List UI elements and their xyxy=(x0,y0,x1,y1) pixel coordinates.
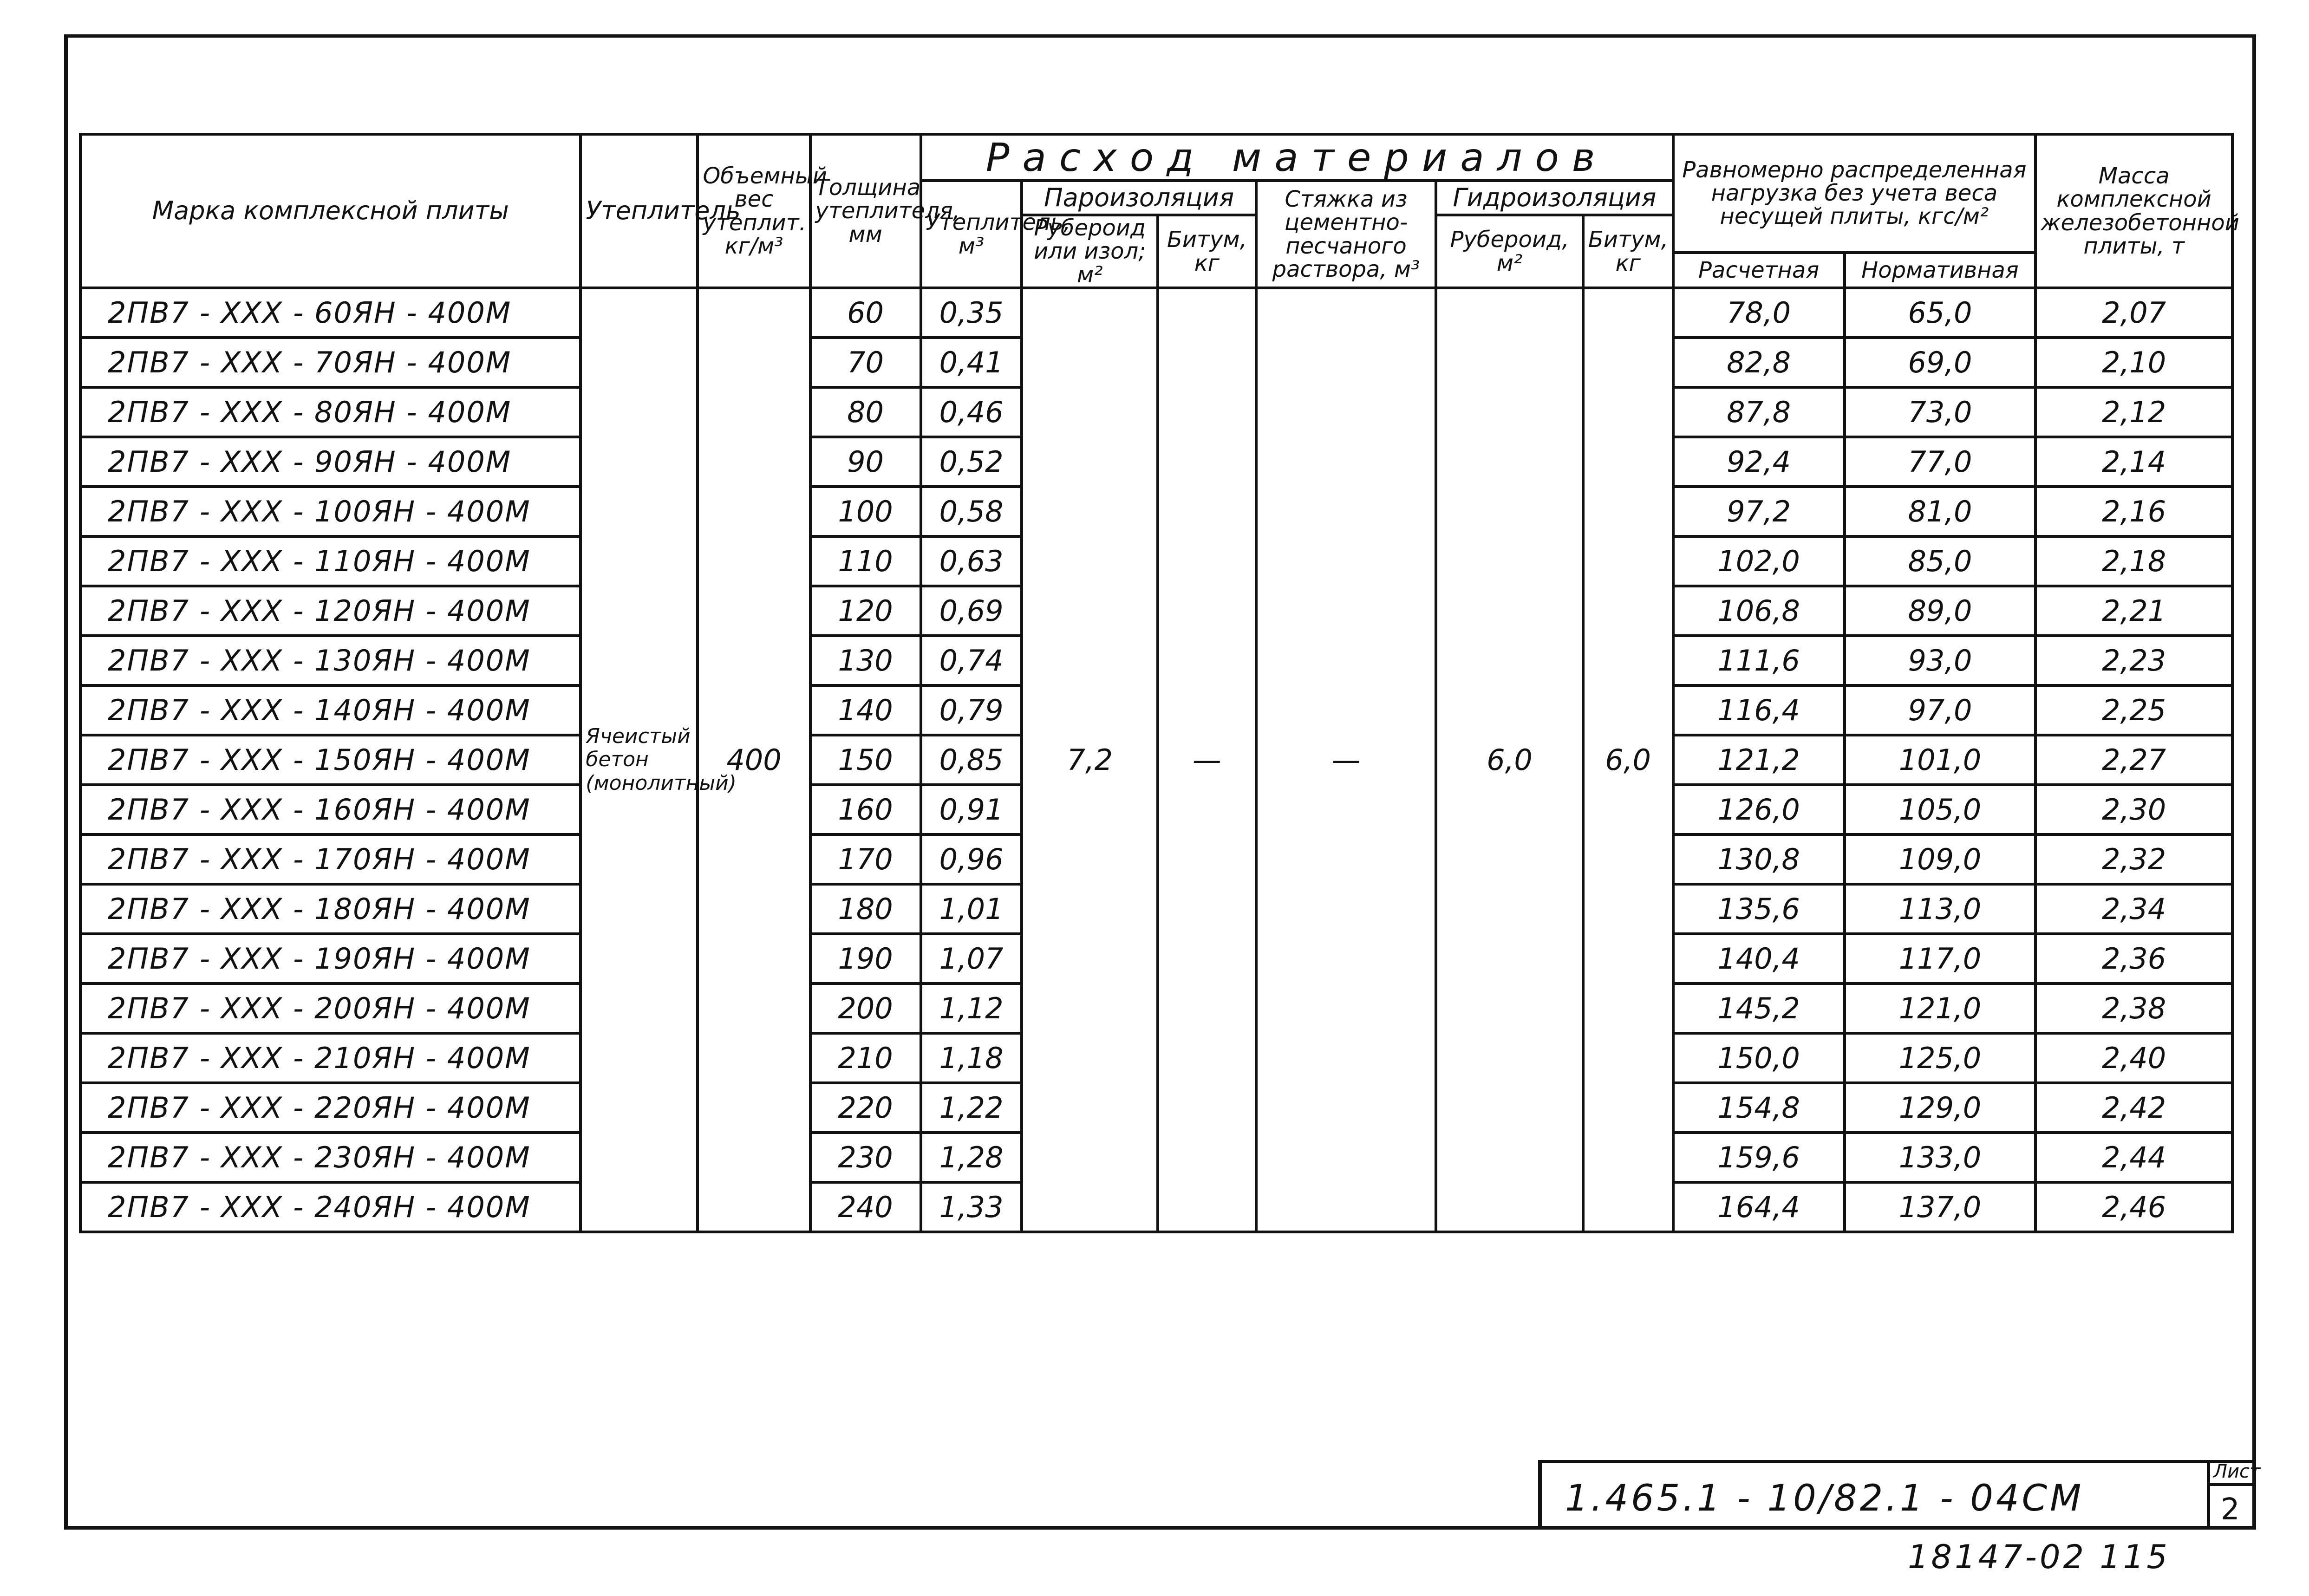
cell-load-design: 116,4 xyxy=(1673,685,1845,735)
cell-load-normative: 81,0 xyxy=(1845,487,2036,536)
cell-insul-volume: 1,22 xyxy=(921,1083,1022,1133)
cell-load-design: 78,0 xyxy=(1673,288,1845,338)
cell-thickness: 120 xyxy=(810,586,921,636)
cell-thickness: 220 xyxy=(810,1083,921,1133)
cell-insul-volume: 0,79 xyxy=(921,685,1022,735)
cell-thickness: 130 xyxy=(810,636,921,685)
header-thickness: Толщина утеплителя, мм xyxy=(810,134,921,288)
cell-insul-volume: 0,41 xyxy=(921,338,1022,387)
cell-insul-volume: 0,96 xyxy=(921,834,1022,884)
header-screed: Стяжка из цементно-песчаного раствора, м³ xyxy=(1256,181,1436,288)
cell-thickness: 70 xyxy=(810,338,921,387)
cell-thickness: 230 xyxy=(810,1133,921,1182)
cell-load-normative: 101,0 xyxy=(1845,735,2036,785)
cell-mark: 2ПВ7 - ХХХ - 210ЯН - 400М xyxy=(80,1033,581,1083)
cell-thickness: 90 xyxy=(810,437,921,487)
cell-load-design: 164,4 xyxy=(1673,1182,1845,1232)
cell-load-design: 154,8 xyxy=(1673,1083,1845,1133)
cell-load-normative: 121,0 xyxy=(1845,984,2036,1033)
cell-mass: 2,38 xyxy=(2035,984,2232,1033)
header-consumption: Расход материалов xyxy=(921,134,1673,181)
header-vapor-barrier: Пароизоляция xyxy=(1022,181,1256,215)
cell-mark: 2ПВ7 - ХХХ - 180ЯН - 400М xyxy=(80,884,581,934)
cell-insul-volume: 0,74 xyxy=(921,636,1022,685)
cell-mark: 2ПВ7 - ХХХ - 160ЯН - 400М xyxy=(80,785,581,834)
cell-mass: 2,12 xyxy=(2035,387,2232,437)
header-mass: Масса комплексной железобетонной плиты, т xyxy=(2035,134,2232,288)
header-load: Равномерно распределенная нагрузка без учета веса несущей плиты, кгс/м² xyxy=(1673,134,2036,253)
cell-mark: 2ПВ7 - ХХХ - 200ЯН - 400М xyxy=(80,984,581,1033)
cell-load-design: 159,6 xyxy=(1673,1133,1845,1182)
cell-wp-bitumen: 6,0 xyxy=(1583,288,1673,1232)
cell-load-normative: 93,0 xyxy=(1845,636,2036,685)
cell-load-normative: 69,0 xyxy=(1845,338,2036,387)
cell-load-design: 82,8 xyxy=(1673,338,1845,387)
table-header xyxy=(80,134,2239,288)
cell-mark: 2ПВ7 - ХХХ - 90ЯН - 400М xyxy=(80,437,581,487)
cell-vb-bitumen: — xyxy=(1158,288,1256,1232)
cell-thickness: 160 xyxy=(810,785,921,834)
cell-load-design: 130,8 xyxy=(1673,834,1845,884)
cell-load-normative: 117,0 xyxy=(1845,934,2036,984)
cell-mark: 2ПВ7 - ХХХ - 190ЯН - 400М xyxy=(80,934,581,984)
cell-mark: 2ПВ7 - ХХХ - 220ЯН - 400М xyxy=(80,1083,581,1133)
cell-thickness: 140 xyxy=(810,685,921,735)
cell-thickness: 190 xyxy=(810,934,921,984)
cell-mass: 2,36 xyxy=(2035,934,2232,984)
cell-insul-volume: 0,91 xyxy=(921,785,1022,834)
cell-thickness: 210 xyxy=(810,1033,921,1083)
cell-screed: — xyxy=(1256,288,1436,1232)
cell-mass: 2,21 xyxy=(2035,586,2232,636)
cell-load-normative: 73,0 xyxy=(1845,387,2036,437)
sheet-label: Лист xyxy=(2213,1461,2261,1482)
cell-mass: 2,27 xyxy=(2035,735,2232,785)
header-vb-bitumen: Битум, кг xyxy=(1158,215,1256,288)
cell-thickness: 200 xyxy=(810,984,921,1033)
cell-mark: 2ПВ7 - ХХХ - 120ЯН - 400М xyxy=(80,586,581,636)
cell-mass: 2,40 xyxy=(2035,1033,2232,1083)
cell-insul-volume: 1,12 xyxy=(921,984,1022,1033)
cell-mass: 2,44 xyxy=(2035,1133,2232,1182)
cell-load-normative: 133,0 xyxy=(1845,1133,2036,1182)
cell-load-design: 135,6 xyxy=(1673,884,1845,934)
sheet-number: 2 xyxy=(2221,1492,2240,1527)
cell-load-design: 106,8 xyxy=(1673,586,1845,636)
header-load-design: Расчетная xyxy=(1673,253,1845,288)
header-mark: Марка комплексной плиты xyxy=(80,134,581,288)
cell-thickness: 180 xyxy=(810,884,921,934)
cell-mark: 2ПВ7 - ХХХ - 170ЯН - 400М xyxy=(80,834,581,884)
cell-mass: 2,25 xyxy=(2035,685,2232,735)
cell-insul-volume: 0,52 xyxy=(921,437,1022,487)
cell-wp-ruberoid: 6,0 xyxy=(1436,288,1583,1232)
cell-insul-volume: 1,28 xyxy=(921,1133,1022,1182)
cell-mass: 2,42 xyxy=(2035,1083,2232,1133)
cell-load-normative: 65,0 xyxy=(1845,288,2036,338)
header-load-normative: Нормативная xyxy=(1845,253,2036,288)
cell-mark: 2ПВ7 - ХХХ - 80ЯН - 400М xyxy=(80,387,581,437)
cell-mark: 2ПВ7 - ХХХ - 100ЯН - 400М xyxy=(80,487,581,536)
cell-insul-volume: 0,35 xyxy=(921,288,1022,338)
header-wp-ruberoid: Рубероид, м² xyxy=(1436,215,1583,288)
cell-mark: 2ПВ7 - ХХХ - 240ЯН - 400М xyxy=(80,1182,581,1232)
cell-insul-volume: 0,58 xyxy=(921,487,1022,536)
cell-thickness: 80 xyxy=(810,387,921,437)
cell-vb-ruberoid: 7,2 xyxy=(1022,288,1158,1232)
cell-insul-volume: 0,46 xyxy=(921,387,1022,437)
cell-mass: 2,30 xyxy=(2035,785,2232,834)
cell-insul-volume: 0,85 xyxy=(921,735,1022,785)
table-body xyxy=(80,288,2232,1232)
cell-load-design: 87,8 xyxy=(1673,387,1845,437)
cell-load-normative: 89,0 xyxy=(1845,586,2036,636)
cell-load-design: 102,0 xyxy=(1673,536,1845,586)
cell-mark: 2ПВ7 - ХХХ - 110ЯН - 400М xyxy=(80,536,581,586)
cell-insul-volume: 1,01 xyxy=(921,884,1022,934)
cell-load-normative: 85,0 xyxy=(1845,536,2036,586)
cell-load-normative: 77,0 xyxy=(1845,437,2036,487)
cell-mass: 2,14 xyxy=(2035,437,2232,487)
cell-load-normative: 125,0 xyxy=(1845,1033,2036,1083)
header-insulation: Утеплитель xyxy=(581,134,698,288)
specification-table xyxy=(79,133,2239,1233)
cell-load-normative: 113,0 xyxy=(1845,884,2036,934)
document-code: 1.465.1 - 10/82.1 - 04СМ xyxy=(1565,1478,2084,1519)
cell-insulation-material: Ячеистый бетон (монолитный) xyxy=(581,288,698,1232)
cell-load-normative: 105,0 xyxy=(1845,785,2036,834)
cell-load-design: 92,4 xyxy=(1673,437,1845,487)
cell-insul-volume: 0,69 xyxy=(921,586,1022,636)
cell-density: 400 xyxy=(698,288,810,1232)
sheet-box-divider xyxy=(2207,1483,2256,1486)
cell-load-design: 97,2 xyxy=(1673,487,1845,536)
header-waterproofing: Гидроизоляция xyxy=(1436,181,1673,215)
cell-load-design: 126,0 xyxy=(1673,785,1845,834)
cell-load-design: 140,4 xyxy=(1673,934,1845,984)
cell-thickness: 100 xyxy=(810,487,921,536)
cell-mark: 2ПВ7 - ХХХ - 70ЯН - 400М xyxy=(80,338,581,387)
cell-mass: 2,32 xyxy=(2035,834,2232,884)
cell-insul-volume: 1,33 xyxy=(921,1182,1022,1232)
cell-load-normative: 129,0 xyxy=(1845,1083,2036,1133)
cell-load-normative: 109,0 xyxy=(1845,834,2036,884)
cell-load-design: 111,6 xyxy=(1673,636,1845,685)
cell-mark: 2ПВ7 - ХХХ - 150ЯН - 400М xyxy=(80,735,581,785)
cell-mark: 2ПВ7 - ХХХ - 130ЯН - 400М xyxy=(80,636,581,685)
header-insul-volume: Утеплитель, м³ xyxy=(921,181,1022,288)
cell-mass: 2,07 xyxy=(2035,288,2232,338)
cell-thickness: 170 xyxy=(810,834,921,884)
cell-load-design: 145,2 xyxy=(1673,984,1845,1033)
cell-mass: 2,23 xyxy=(2035,636,2232,685)
cell-insul-volume: 1,07 xyxy=(921,934,1022,984)
cell-mass: 2,34 xyxy=(2035,884,2232,934)
cell-load-normative: 97,0 xyxy=(1845,685,2036,735)
cell-load-normative: 137,0 xyxy=(1845,1182,2036,1232)
cell-insul-volume: 1,18 xyxy=(921,1033,1022,1083)
header-density: Объемный вес утеплит. кг/м³ xyxy=(698,134,810,288)
cell-mark: 2ПВ7 - ХХХ - 230ЯН - 400М xyxy=(80,1133,581,1182)
cell-thickness: 150 xyxy=(810,735,921,785)
cell-mass: 2,46 xyxy=(2035,1182,2232,1232)
cell-thickness: 60 xyxy=(810,288,921,338)
table-row xyxy=(80,288,2232,338)
cell-mass: 2,10 xyxy=(2035,338,2232,387)
header-vb-ruberoid: Рубероид или изол; м² xyxy=(1022,215,1158,288)
cell-mark: 2ПВ7 - ХХХ - 60ЯН - 400М xyxy=(80,288,581,338)
archive-code: 18147-02 115 xyxy=(1908,1538,2170,1576)
cell-mass: 2,18 xyxy=(2035,536,2232,586)
header-wp-bitumen: Битум, кг xyxy=(1583,215,1673,288)
cell-insul-volume: 0,63 xyxy=(921,536,1022,586)
cell-load-design: 121,2 xyxy=(1673,735,1845,785)
cell-thickness: 110 xyxy=(810,536,921,586)
cell-thickness: 240 xyxy=(810,1182,921,1232)
cell-mark: 2ПВ7 - ХХХ - 140ЯН - 400М xyxy=(80,685,581,735)
cell-mass: 2,16 xyxy=(2035,487,2232,536)
cell-load-design: 150,0 xyxy=(1673,1033,1845,1083)
